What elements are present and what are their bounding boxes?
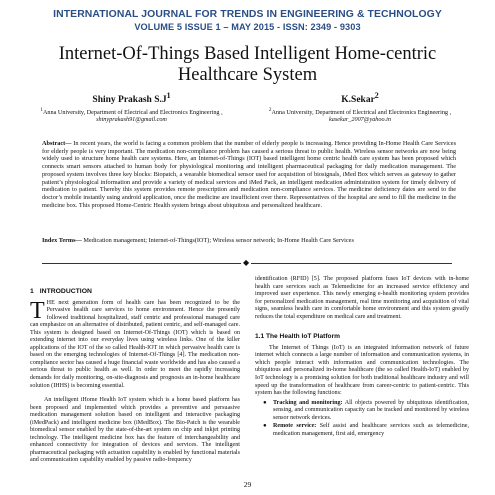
abstract-text: In recent years, the world is facing a common problem that the number of elderly people is increasing. Hence providing In-Home Health Care Services for elderly people is very important. The medication non-compliance problem has caused a serious threat to public health. Wireless sensor networks are now being widely used to structure home health care systems. Here, an Internet-of-Things (IOT) based intelligent home centric health care system has been proposed which connects smart sensors attached to human body for physiological monitoring and intelligent pharmaceutical packaging for daily medication management. The proposed system involves three key blocks: Biopatch, a wearable biomedical sensor used for acquisition of biosignals, iMed Box which serves as gateway to gather patient’s physiological information and provide a variety of medical services and iMed Pack, an intelligent medication administration system for timely delivery of medication to patient. Thereby this system provides remote prescription and medication non-compliance services. The medicine deficiency dates are send to the doctor’s mobile instantly using android application, once the medicine are insufficient over there. Representatives of the hospital are send to fill the medicine in the medicine box. This proposed Home-Centric Health system brings about ubiquitous and personalized healthcare. bbox=[42, 140, 456, 209]
intro-paragraph-1: THE next generation form of health care has been recognized to be the Pervasive health care services to home environment. Hence the presently followed traditional hospitalized, staff centric and professional managed care can emphasize on an alternative of distributed, patient centric, and self-managed care. This system is designed based on Internet-Of-Things (IOT) which is based on extending internet into our everyday lives using wireless links. One of the killer applications of the IOT of the so called Health-IOT in which pervasive health care is based on the emerging technologies of Internet-Of-Things [4]. The medication non-compliance sector has caused a huge financial waste worldwide and has also caused a serious threat to public health as well. In order to meet the rapidly increasing demands for daily monitoring, on-site-diagnosis and prognosis an in-home healthcare solution (IHHS) is becoming essential. bbox=[30, 297, 240, 389]
journal-title: INTERNATIONAL JOURNAL FOR TRENDS IN ENGINEERING & TECHNOLOGY bbox=[53, 9, 442, 20]
index-terms-text: Medication management; Internet-of-Things(IOT); Wireless sensor network; In-Home Health Care Services bbox=[81, 237, 354, 244]
intro-paragraph-continued: identification (RFID) [5]. The proposed platform fuses IoT devices with in-home health care services such as Telemedicine for an increased service efficiency and improved user experience. This newly emerging e-health monitoring system provides for personalized medication management, real time monitoring and acquisition of vital signs, seamless health care in comfortable home environment and this system greatly reduces the total expenditure on medical care and treatment. bbox=[255, 276, 469, 320]
author-block-2 bbox=[250, 92, 470, 123]
author-name-2: K.Sekar$^2$ bbox=[341, 91, 379, 106]
author-email-2[interactable]: kasekar_2007@yahoo.in bbox=[329, 116, 391, 124]
paper-title: Internet-Of-Things Based Intelligent Home-centric Healthcare System bbox=[58, 44, 437, 85]
list-item: ● Remote service: Self assist and healthcare services such as telemedicine, medication management, first aid, emergency bbox=[263, 423, 469, 437]
index-terms bbox=[42, 237, 456, 245]
abstract bbox=[42, 140, 456, 209]
journal-issue-line: VOLUME 5 ISSUE 1 – MAY 2015 - ISSN: 2349 - 9303 bbox=[134, 22, 361, 32]
author-affiliation-1: $^1$Anna University, Department of Electrical and Electronics Engineering , bbox=[40, 106, 223, 116]
intro-paragraph-2: An intelligent iHome Health IoT system which is a home based platform has been proposed and implemented which provides a preventive and persuasive medication management solution based on intelligent and interactive packaging (iMedPack) and intelligent medicine box (iMedBox). The Bio-Patch is the wearable biomedical sensor enabled by the state-of-the-art system on chip and inkjet printing technology. The intelligent medicine box has the feature of interchangeability and enhanced connectivity for integration of devices and services. The intelligent pharmaceutical packaging with actuation capability is enabled by functional materials and communication capability enabled by passive radio-frequency bbox=[30, 397, 240, 464]
function-list bbox=[255, 400, 469, 439]
abstract-label: Abstract— bbox=[42, 140, 72, 147]
diamond-icon: ◆ bbox=[243, 258, 250, 267]
section-heading-introduction: 1 INTRODUCTION bbox=[30, 288, 92, 295]
subsection-paragraph: The Internet of Things (IoT) is an integrated information network of future internet which connects a large number of information and communication systems, in which people interact with information and communication technologies. The ubiquitous and personalized in-home healthcare (the so called Health-IoT) enabled by IoT technology is a promising solution for both traditional healthcare industry and will speed up the transformation of healthcare from career-centric to patient-centric. This system has the following functions: bbox=[255, 344, 469, 397]
index-terms-label: Index Terms— bbox=[42, 237, 82, 244]
author-name-1: Shiny Prakash $S.J^1$ bbox=[92, 91, 171, 106]
right-column bbox=[255, 276, 469, 439]
subsection-heading: 1.1 The Health IoT Platform bbox=[255, 333, 341, 341]
bullet-icon: ● bbox=[263, 399, 267, 406]
drop-cap: T bbox=[30, 297, 45, 324]
author-block-1 bbox=[14, 92, 249, 123]
left-column bbox=[30, 276, 240, 465]
author-affiliation-2: $^2$Anna University, Department of Electrical and Electronics Engineering , bbox=[268, 106, 452, 116]
author-email-1[interactable]: shinyprakash91@gmail.com bbox=[96, 116, 167, 124]
bullet-icon: ● bbox=[263, 423, 267, 430]
list-item: ● Tracking and monitoring: All objects powered by ubiquitous identification, sensing, and communication capacity can be tracked and monitored by wireless sensor network devices. bbox=[263, 399, 470, 421]
page-number: 29 bbox=[243, 480, 252, 489]
